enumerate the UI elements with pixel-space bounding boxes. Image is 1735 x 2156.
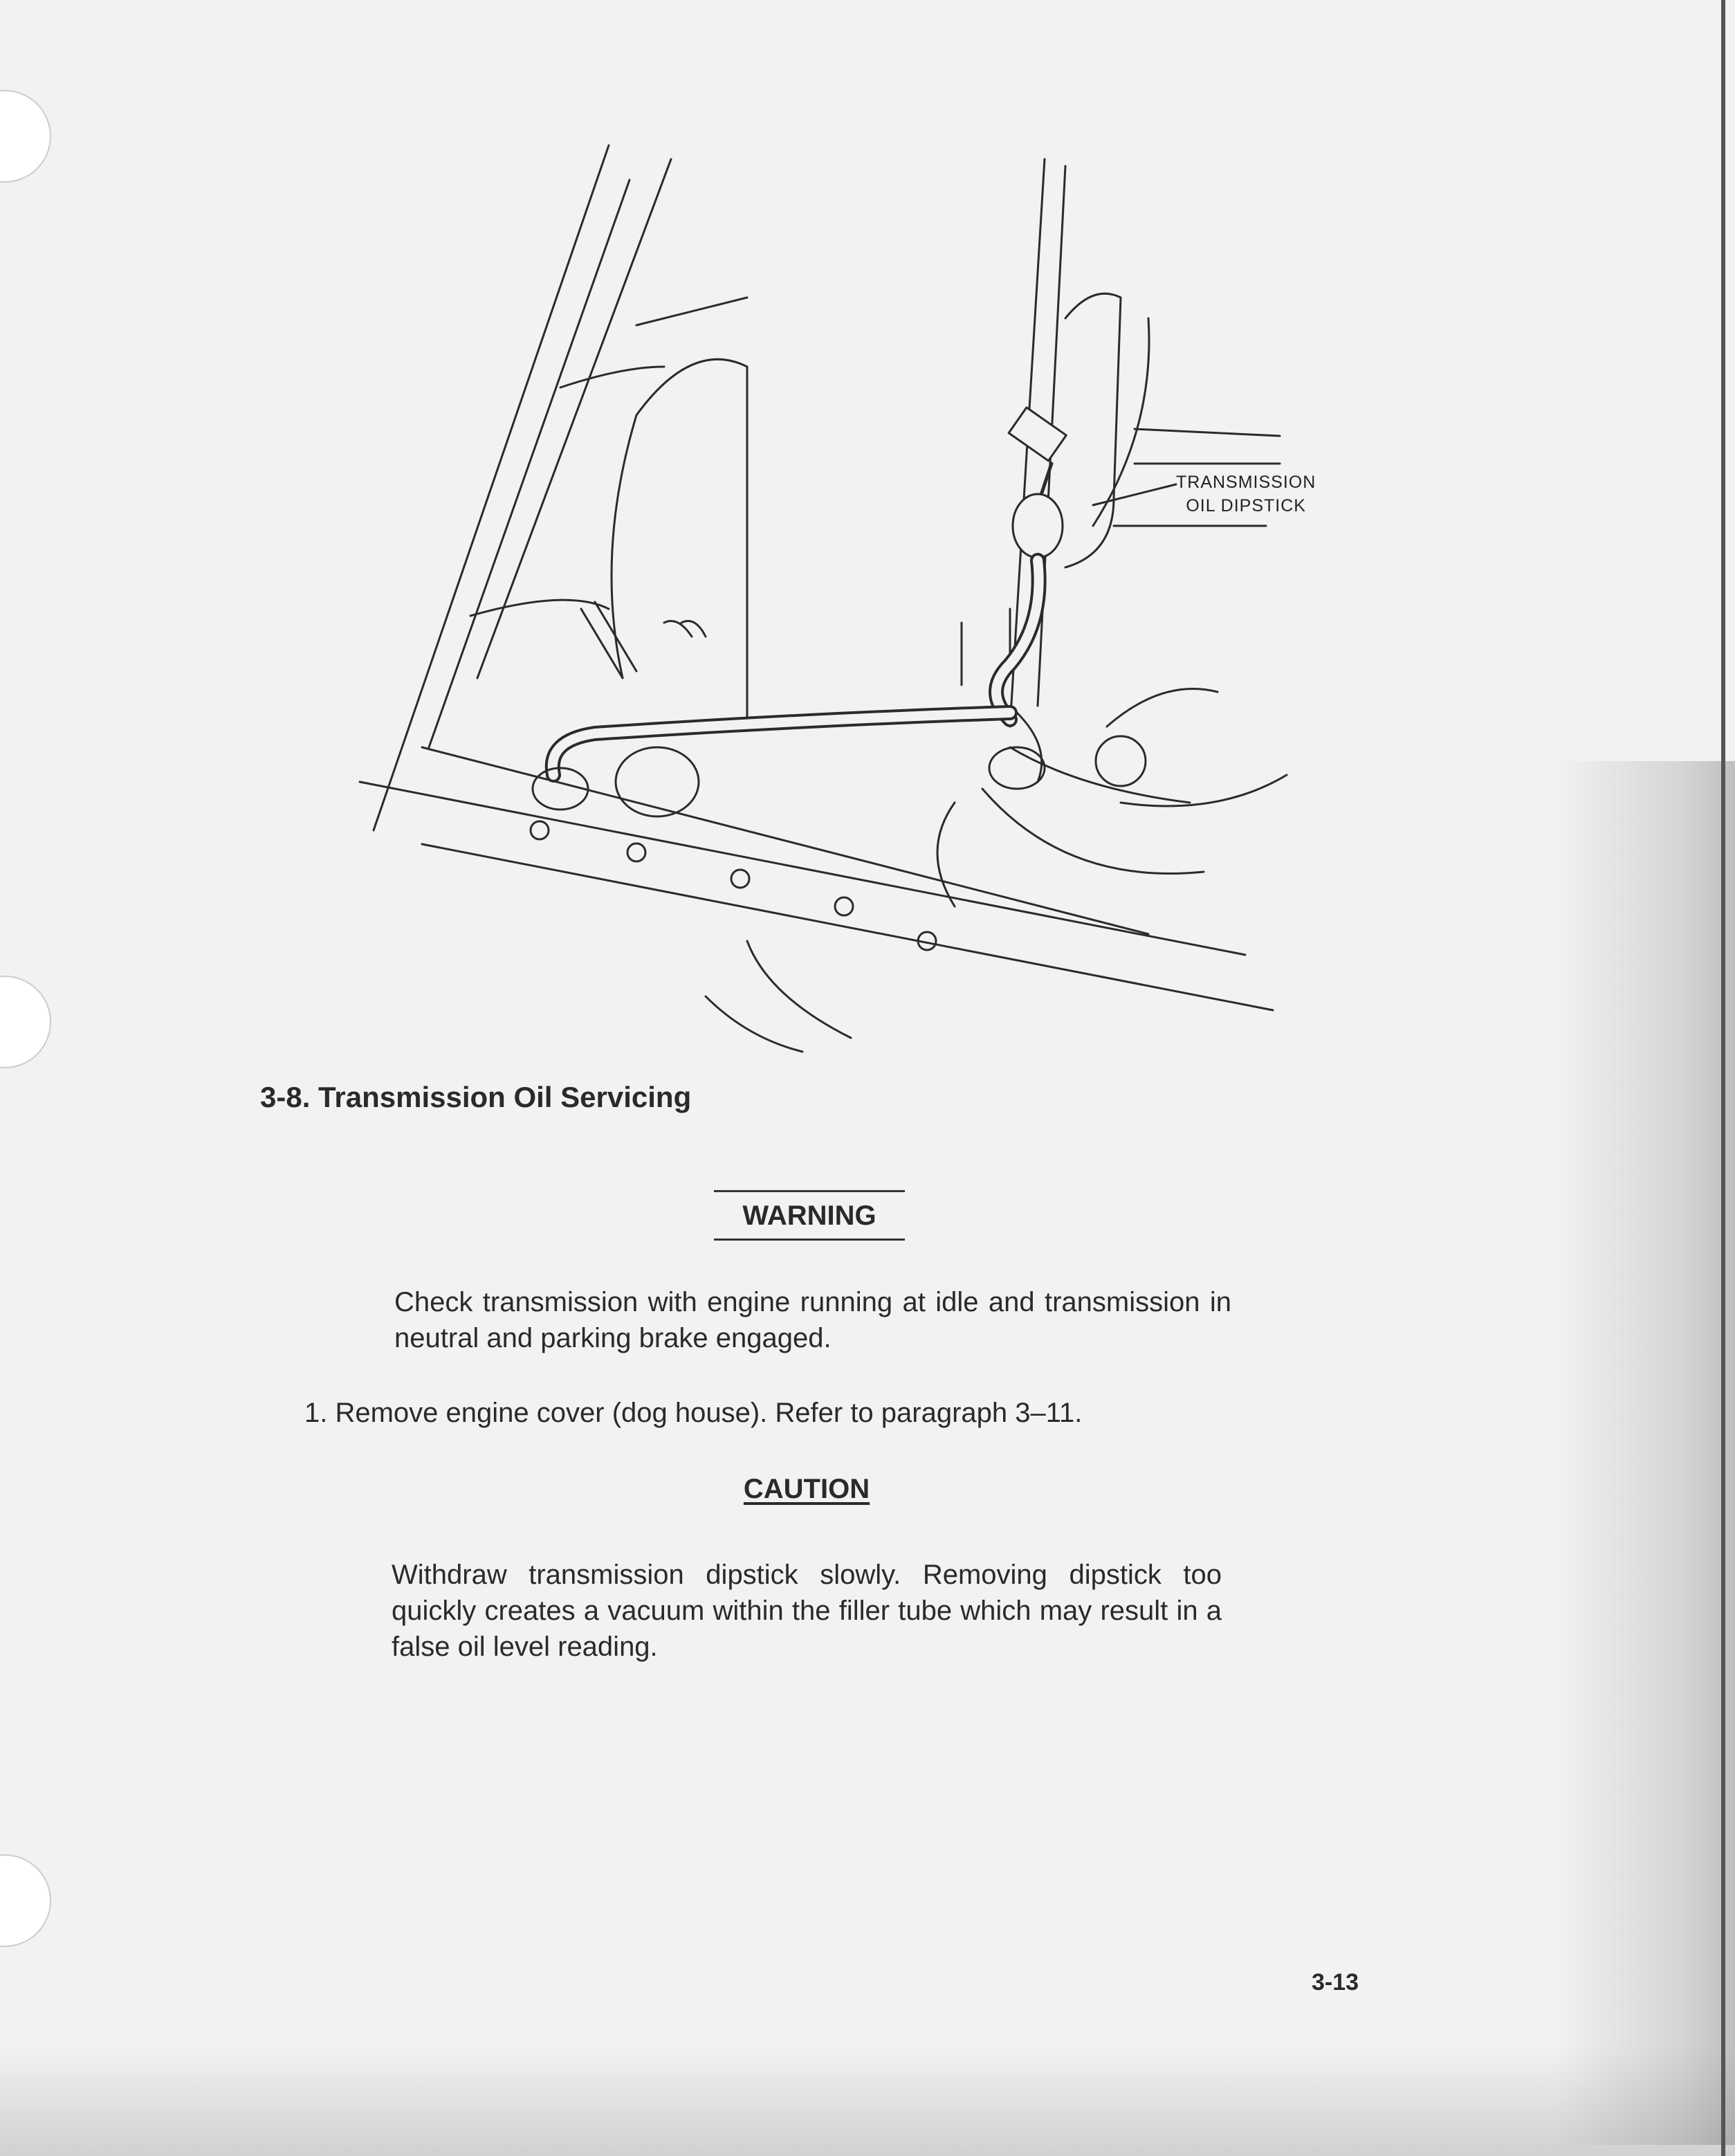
dipstick-cap <box>1013 494 1063 558</box>
punch-hole-middle <box>0 976 51 1068</box>
floor-hole-1 <box>531 821 549 839</box>
floor-hole-2 <box>627 843 645 861</box>
right-rail-1 <box>1135 429 1280 436</box>
caution-heading: CAUTION <box>743 1474 870 1504</box>
frame-line-left-inner <box>429 180 630 747</box>
callout-leader <box>1093 484 1176 505</box>
frame-line-left-outer <box>374 145 609 830</box>
floor-hole-3 <box>731 870 749 888</box>
transmission-dipstick-illustration <box>318 138 1356 1059</box>
punch-hole-top <box>0 90 51 183</box>
bottom-shadow <box>0 2045 1735 2156</box>
floor-line-3 <box>422 844 1273 1010</box>
engine-housing <box>636 359 747 720</box>
callout-line-1: TRANSMISSION <box>1176 473 1316 492</box>
oil-filler-neck <box>616 747 699 816</box>
dipstick-callout <box>1176 471 1316 518</box>
section-title: 3-8. Transmission Oil Servicing <box>260 1081 692 1113</box>
dipstick-handle <box>1009 408 1066 461</box>
fill-tube-outer <box>996 560 1039 720</box>
page-edge <box>1721 0 1725 2156</box>
caution-text: Withdraw transmission dipstick slowly. Removing dipstick too quickly creates a vacuum within the filler tube which may result in a false oil level reading. <box>392 1560 1222 1662</box>
punch-hole-bottom <box>0 1854 51 1947</box>
floor-curve-2 <box>706 996 802 1052</box>
page-number: 3-13 <box>1312 1969 1359 1995</box>
warning-heading: WARNING <box>714 1190 905 1241</box>
fastener-round <box>1096 736 1146 786</box>
step-1: 1. Remove engine cover (dog house). Refer to paragraph 3–11. <box>304 1398 1083 1428</box>
floor-curve <box>747 941 851 1038</box>
callout-line-2: OIL DIPSTICK <box>1186 496 1306 515</box>
page-shadow <box>1555 761 1735 2145</box>
warning-text: Check transmission with engine running at idle and transmission in neutral and parking brake engaged. <box>394 1287 1231 1353</box>
floor-hole-4 <box>835 897 853 915</box>
